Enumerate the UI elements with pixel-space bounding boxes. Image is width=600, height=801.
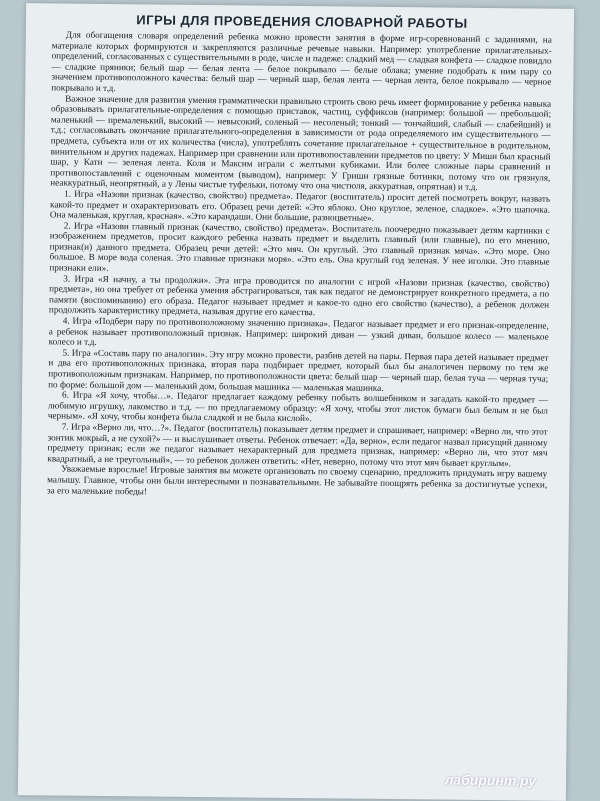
book-page xyxy=(18,3,574,801)
paragraph-game-7: 7. Игра «Верно ли, что…?». Педагог (воспитатель) показывает детям предмет и спрашивает, например: «Верно ли, что этот зонтик мокрый, а не сухой?» — и выслушивает ответы. Ребенок отвечает: «Да, верно», если педагог назвал присущий данному предмету признак; если же педагог называет нехарактерный для предмета признак, например: «Верно ли, что этот мяч квадратный, а не треугольный», — то ребенок должен ответить: «Нет, неверно, потому что этот мяч бывает круглым». xyxy=(47,421,548,469)
site-watermark: лабиринт.ру xyxy=(444,771,537,789)
paragraph-game-4: 4. Игра «Подбери пару по противоположному значению признака». Педагог называет предмет и его признак-определение, а ребенок называет противоположный признак. Например: широкий диван — узкий диван, большое колесо — маленькое колесо и т.д. xyxy=(48,315,549,348)
text-body xyxy=(47,29,552,500)
page-title: ИГРЫ ДЛЯ ПРОВЕДЕНИЯ СЛОВАРНОЙ РАБОТЫ xyxy=(136,12,468,31)
paragraph-closing: Уважаемые взрослые! Игровые занятия вы можете организовать по своему сценарию, предложить придумать игру вашему малышу. Главное, чтобы они были интересными и познавательными. Не забывайте поощрять ребенка за достигнутые успехи, за его маленькие победы! xyxy=(47,463,548,496)
page-content xyxy=(47,11,552,500)
paragraph-game-6: 6. Игра «Я хочу, чтобы…». Педагог предлагает каждому ребенку побыть волшебником и загадать какой-то предмет — любимую игрушку, лакомство и т.д. — по предлагаемому образцу: «Я хочу, чтобы этот листок бумаги был белым и не был черным». «Я хочу, чтобы конфета была сладкой и не была кислой». xyxy=(47,389,549,424)
paragraph-game-1: 1. Игра «Назови признак (качество, свойство) предмета». Педагог (воспитатель) просит детей посмотреть вокруг, назвать какой-то предмет и охарактеризовать его. Образец речи детей: «Это яблоко. Оно круглое, зеленое, сладкое». «Это шапочка. Она маленькая, круглая, красная». «Это карандаши. Они большие, разноцветные». xyxy=(49,188,551,223)
paragraph-game-5: 5. Игра «Составь пару по аналогии». Эту игру можно провести, разбив детей на пары. Первая пара детей называет предмет и два его противоположных признака, вторая пара подбирает предмет, который был бы аналогичен первому по тем же противоположным признакам. Например, по противоположности цвета: белый шар — черный шар, белая туча — черная туча; по форме: большой дом — маленький дом, большая машинка — маленькая машинка. xyxy=(48,347,549,393)
paragraph-game-3: 3. Игра «Я начну, а ты продолжи». Эта игра проводится по аналогии с игрой «Назови признак (качество, свойство) предмета», но она требует от ребенка умения абстрагироваться, так как педагог не демонстрирует конкретного предмета, а по памяти (воспоминанию) его образа. Педагог называет предмет и какое-то одно его свойство (качество), а ребенок должен продолжить характеристику предмета, называя другие его качества. xyxy=(48,273,550,318)
paragraph-grammar: Важное значение для развития умения грамматически правильно строить свою речь имеет формирование у ребенка навыка образовывать прилагательные-определения с помощью приставок, частиц, суффиксов (например: большой — пребольшой; маленький — премаленький, высокий — невысокий, соленый — несоленый; тонкий — тончайший, слабый — слабейший) и т.д.; согласовывать окончание прилагательного-определения в зависимости от рода определяемого им существительного — предмета, субъекта или от их количества (числа), употреблять сочетание прилагательное + существительное в родительном, винительном и других падежах. Например при сравнении или противопоставлении предметов по цвету: У Миши был красный шар, у Кати — зеленая лента. Коля и Максим играли с желтыми кубиками. Или более сложные пары сравнений и противопоставлений с оценочным моментом (выводом), например: У Гриши грязные ботинки, потому что он грязнуля, неаккуратный, неопрятный, а у Лены чистые туфельки, потому что она чистюля, аккуратная, опрятная) и т.д. xyxy=(50,93,552,193)
paragraph-game-2: 2. Игра «Назови главный признак (качество, свойство) предмета». Воспитатель поочередно показывает детям картинки с изображением предметов, просит каждого ребенка назвать предмет и выделить главный (или главные), по его мнению, признак(и) данного предмета. Образец речи детей: «Это мяч. Он круглый. Это главный признак мяча». «Это море. Оно большое. В море вода соленая. Это главные признаки моря». «Это ель. Она круглый год зеленая. У нее иголки. Это главные признаки ели». xyxy=(49,220,550,274)
paragraph-intro: Для обогащения словаря определений ребенка можно провести занятия в форме игр-соревнований с заданиями, на материале которых формируются и закрепляются различные речевые навыки. Например: употребление прилагательных-определений, согласованных с существительными в роде, числе и падеже: сладкий мед — сладкая конфета — сладкое повидло — сладкие пряники; белый шар — белая лента — белое покрывало — белые облака; умение подобрать к ним пару со значением противоположного качества: белый шар — черный шар, белая лента — черная лента, белое покрывало — черное покрывало и т.д. xyxy=(51,29,552,94)
